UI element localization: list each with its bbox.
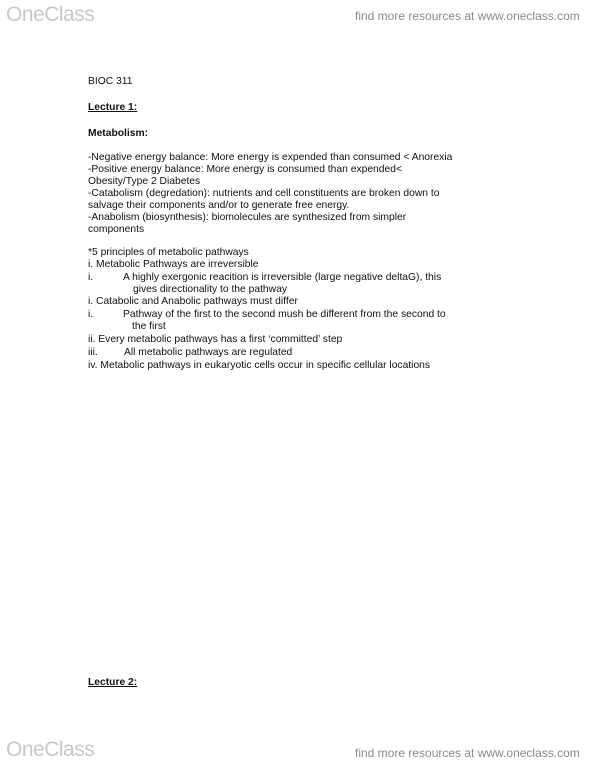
metabolism-heading: Metabolism: <box>88 128 149 139</box>
list-marker: i. <box>88 309 94 320</box>
text-line: salvage their components and/or to generate free energy. <box>88 200 350 211</box>
oneclass-logo: OneClass <box>6 738 95 761</box>
principle-1-detail-cont: gives directionality to the pathway <box>133 284 287 295</box>
list-marker: i. <box>88 272 94 283</box>
principle-1: i. Metabolic Pathways are irreversible <box>88 259 259 270</box>
course-code: BIOC 311 <box>88 76 133 87</box>
text-line: components <box>88 224 145 235</box>
principle-3: ii. Every metabolic pathways has a first ‘committed’ step <box>88 334 343 345</box>
lecture-1-heading: Lecture 1: <box>88 102 138 113</box>
list-marker: iii. <box>88 347 98 358</box>
principle-4: All metabolic pathways are regulated <box>124 347 293 358</box>
footer-promo-text: find more resources at www.oneclass.com <box>355 746 580 760</box>
principles-title: *5 principles of metabolic pathways <box>88 247 249 258</box>
text-line: Obesity/Type 2 Diabetes <box>88 176 201 187</box>
principle-5: iv. Metabolic pathways in eukaryotic cells occur in specific cellular locations <box>88 360 431 371</box>
principle-1-detail: A highly exergonic reacition is irreversible (large negative deltaG), this <box>123 272 442 283</box>
header-promo-text: find more resources at www.oneclass.com <box>355 9 580 23</box>
text-line: -Anabolism (biosynthesis): biomolecules are synthesized from simpler <box>88 212 407 223</box>
principle-2-detail-cont: the first <box>132 321 166 332</box>
lecture-2-heading: Lecture 2: <box>88 677 138 688</box>
text-line: -Negative energy balance: More energy is expended than consumed < Anorexia <box>88 152 453 163</box>
text-line: -Positive energy balance: More energy is consumed than expended< <box>88 164 402 175</box>
principle-2-detail: Pathway of the first to the second mush be different from the second to <box>123 309 446 320</box>
principle-2: i. Catabolic and Anabolic pathways must differ <box>88 296 298 307</box>
text-line: -Catabolism (degredation): nutrients and cell constituents are broken down to <box>88 188 440 199</box>
oneclass-logo: OneClass <box>6 3 95 26</box>
